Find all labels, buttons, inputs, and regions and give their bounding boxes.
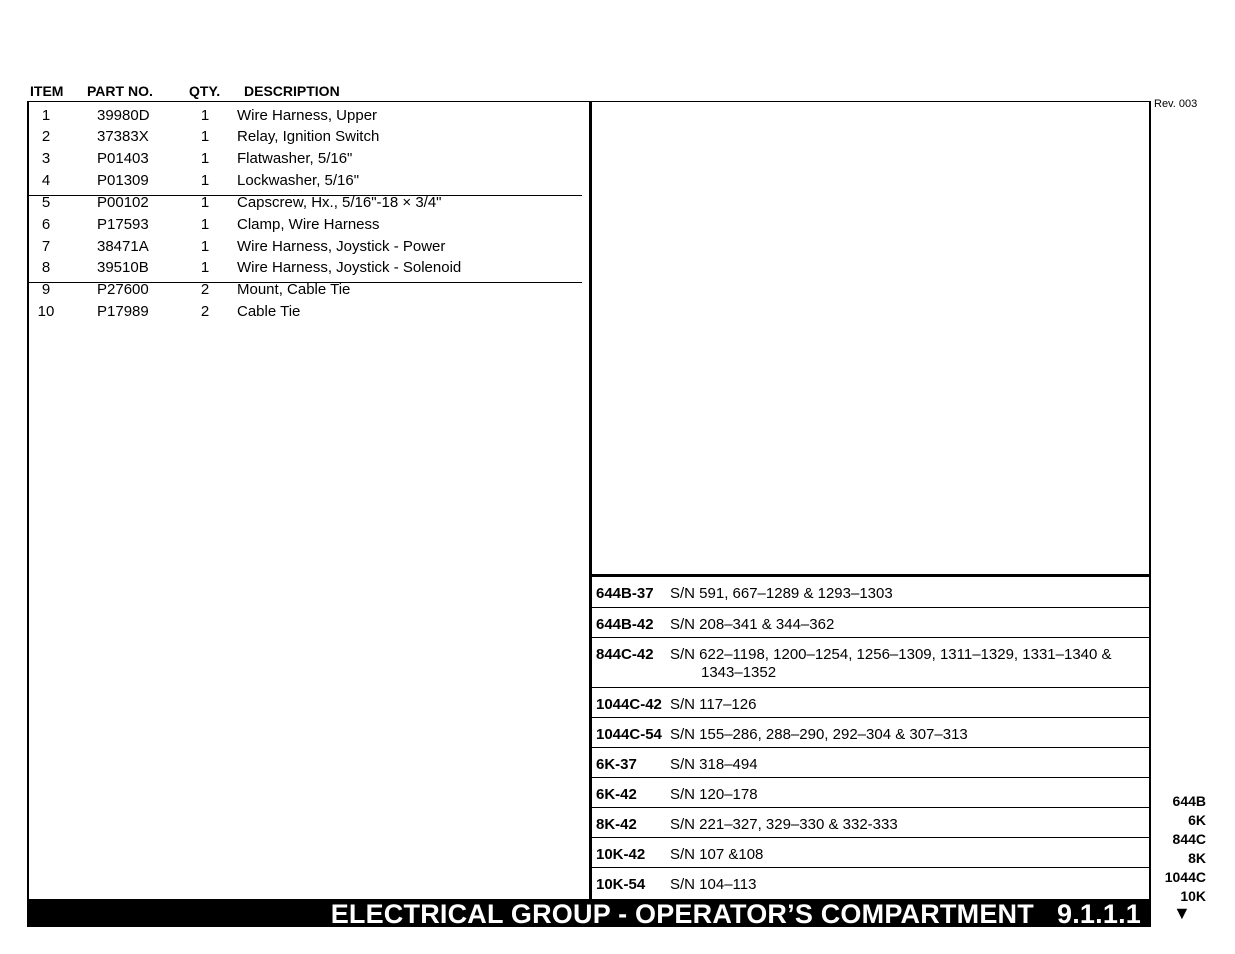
description: Cable Tie	[237, 303, 301, 320]
illustration-area	[589, 101, 1151, 575]
model-index-item: 844C	[1172, 831, 1206, 847]
serial-range: S/N 104–113	[670, 876, 757, 893]
model-code: 8K-42	[596, 816, 637, 833]
item-number: 4	[41, 172, 51, 189]
parts-list-panel	[27, 101, 589, 899]
quantity: 2	[200, 303, 210, 320]
description: Flatwasher, 5/16"	[237, 150, 353, 167]
revision-label: Rev. 003	[1154, 98, 1198, 110]
model-index-item: 1044C	[1164, 869, 1206, 885]
serial-range: S/N 591, 667–1289 & 1293–1303	[670, 585, 893, 602]
serial-range-line: S/N 622–1198, 1200–1254, 1256–1309, 1311–1329, 1331–1340 &	[670, 646, 1112, 663]
serial-row	[592, 638, 1149, 688]
serial-range: S/N 221–327, 329–330 & 332-333	[670, 816, 898, 833]
description: Relay, Ignition Switch	[237, 128, 380, 145]
down-triangle-icon: ▼	[1173, 903, 1191, 923]
header-qty: QTY.	[189, 83, 221, 99]
item-number: 1	[41, 107, 51, 124]
quantity: 1	[200, 238, 210, 255]
part-number: P17593	[97, 216, 149, 233]
quantity: 1	[200, 107, 210, 124]
model-code: 644B-42	[596, 616, 654, 633]
serial-range-continuation: 1343–1352	[701, 664, 777, 681]
part-number: P27600	[97, 281, 149, 298]
model-code: 10K-42	[596, 846, 646, 863]
description: Wire Harness, Upper	[237, 107, 378, 124]
quantity: 2	[200, 281, 210, 298]
part-number: P17989	[97, 303, 149, 320]
quantity: 1	[200, 216, 210, 233]
header-part-no: PART NO.	[87, 83, 153, 99]
serial-row	[592, 838, 1149, 868]
description: Lockwasher, 5/16"	[237, 172, 360, 189]
serial-range: S/N 117–126	[670, 696, 757, 713]
part-number: P01309	[97, 172, 149, 189]
model-index	[1150, 792, 1206, 906]
model-code: 10K-54	[596, 876, 646, 893]
serial-row	[592, 748, 1149, 778]
model-code: 844C-42	[596, 646, 654, 663]
table-row	[29, 236, 589, 258]
table-row	[29, 257, 589, 279]
serial-number-table	[589, 574, 1151, 899]
quantity: 1	[200, 259, 210, 276]
quantity: 1	[200, 150, 210, 167]
item-number: 2	[41, 128, 51, 145]
serial-row	[592, 778, 1149, 808]
model-code: 644B-37	[596, 585, 654, 602]
model-index-item: 8K	[1188, 850, 1206, 866]
serial-row	[592, 688, 1149, 718]
table-row	[29, 126, 589, 148]
table-row	[29, 170, 589, 192]
model-index-item: 644B	[1172, 793, 1206, 809]
section-title: ELECTRICAL GROUP - OPERATOR’S COMPARTMENT 9.1.1.1	[330, 899, 1141, 929]
table-row	[29, 279, 589, 301]
part-number: 37383X	[97, 128, 149, 145]
part-number: 39980D	[97, 107, 150, 124]
serial-row	[592, 577, 1149, 608]
part-number: P01403	[97, 150, 149, 167]
quantity: 1	[200, 128, 210, 145]
table-row	[29, 148, 589, 170]
serial-row	[592, 608, 1149, 638]
item-number: 3	[41, 150, 51, 167]
item-number: 5	[41, 194, 51, 211]
item-number: 7	[41, 238, 51, 255]
quantity: 1	[200, 172, 210, 189]
description: Clamp, Wire Harness	[237, 216, 380, 233]
serial-row	[592, 868, 1149, 898]
serial-range: S/N 318–494	[670, 756, 758, 773]
serial-row	[592, 808, 1149, 838]
header-item: ITEM	[30, 83, 64, 99]
serial-range: S/N 107 &108	[670, 846, 764, 863]
model-code: 1044C-54	[596, 726, 662, 743]
description: Mount, Cable Tie	[237, 281, 351, 298]
model-code: 6K-37	[596, 756, 637, 773]
header-description: DESCRIPTION	[244, 83, 340, 99]
table-row	[29, 214, 589, 236]
item-number: 8	[41, 259, 51, 276]
description: Wire Harness, Joystick - Power	[237, 238, 446, 255]
part-number: 39510B	[97, 259, 149, 276]
serial-range: S/N 208–341 & 344–362	[670, 616, 835, 633]
section-title-bar	[27, 899, 1151, 927]
serial-range: S/N 120–178	[670, 786, 758, 803]
table-row	[29, 105, 589, 127]
model-index-item: 10K	[1180, 888, 1206, 904]
model-code: 6K-42	[596, 786, 637, 803]
serial-range	[670, 646, 1140, 682]
item-number: 9	[41, 281, 51, 298]
table-row	[29, 192, 589, 214]
item-number: 10	[37, 303, 55, 320]
description: Capscrew, Hx., 5/16"-18 × 3/4"	[237, 194, 442, 211]
serial-row	[592, 718, 1149, 748]
serial-range: S/N 155–286, 288–290, 292–304 & 307–313	[670, 726, 968, 743]
description: Wire Harness, Joystick - Solenoid	[237, 259, 462, 276]
model-index-item: 6K	[1188, 812, 1206, 828]
quantity: 1	[200, 194, 210, 211]
table-row	[29, 301, 589, 323]
item-number: 6	[41, 216, 51, 233]
part-number: P00102	[97, 194, 149, 211]
model-code: 1044C-42	[596, 696, 662, 713]
part-number: 38471A	[97, 238, 149, 255]
